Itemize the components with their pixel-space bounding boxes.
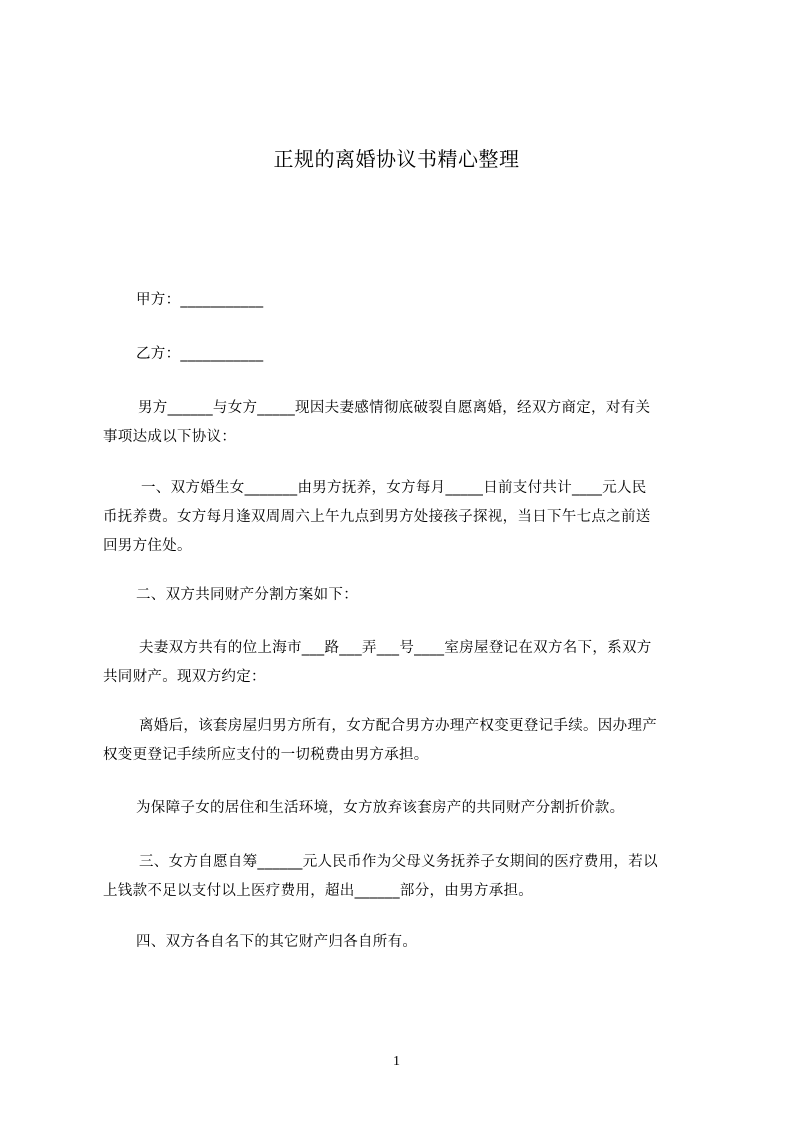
property-paragraph — [103, 634, 701, 692]
page-number: 1 — [393, 1054, 400, 1069]
clause-4-paragraph: 四、双方各自名下的其它财产归各自所有。 — [136, 934, 418, 950]
property-line-1: 夫妻双方共有的位上海市___路___弄___号____室房屋登记在双方名下，系双方 — [139, 640, 652, 656]
property-line-2: 共同财产。现双方约定： — [103, 669, 266, 685]
clause-1-line-3: 回男方住处。 — [103, 538, 192, 554]
children-environment-paragraph: 为保障子女的居住和生活环境，女方放弃该套房产的共同财产分割折价款。 — [136, 800, 625, 816]
intro-line-1: 男方______与女方_____现因夫妻感情彻底破裂自愿离婚，经双方商定，对有关 — [138, 400, 651, 416]
intro-line-2: 事项达成以下协议： — [103, 429, 237, 445]
clause-3-line-1: 三、女方自愿自筹______元人民币作为父母义务抚养子女期间的医疗费用，若以 — [139, 854, 658, 870]
clause-2-heading: 二、双方共同财产分割方案如下： — [136, 587, 358, 603]
clause-3-paragraph — [103, 848, 701, 906]
party-b-line: 乙方：___________ — [136, 346, 264, 362]
clause-1-paragraph — [103, 474, 701, 561]
party-a-line: 甲方：___________ — [136, 292, 264, 308]
after-divorce-line-2: 权变更登记手续所应支付的一切税费由男方承担。 — [103, 747, 429, 763]
clause-1-line-2: 币抚养费。女方每月逢双周周六上午九点到男方处接孩子探视，当日下午七点之前送 — [103, 509, 651, 525]
clause-1-line-1: 一、双方婚生女_______由男方抚养，女方每月_____日前支付共计____元人民 — [141, 480, 647, 496]
document-title: 正规的离婚协议书精心整理 — [273, 147, 520, 171]
clause-3-line-2: 上钱款不足以支付以上医疗费用，超出______部分，由男方承担。 — [103, 883, 534, 899]
intro-paragraph — [103, 394, 701, 452]
after-divorce-paragraph — [103, 712, 701, 770]
after-divorce-line-1: 离婚后，该套房屋归男方所有，女方配合男方办理产权变更登记手续。因办理产 — [139, 718, 657, 734]
